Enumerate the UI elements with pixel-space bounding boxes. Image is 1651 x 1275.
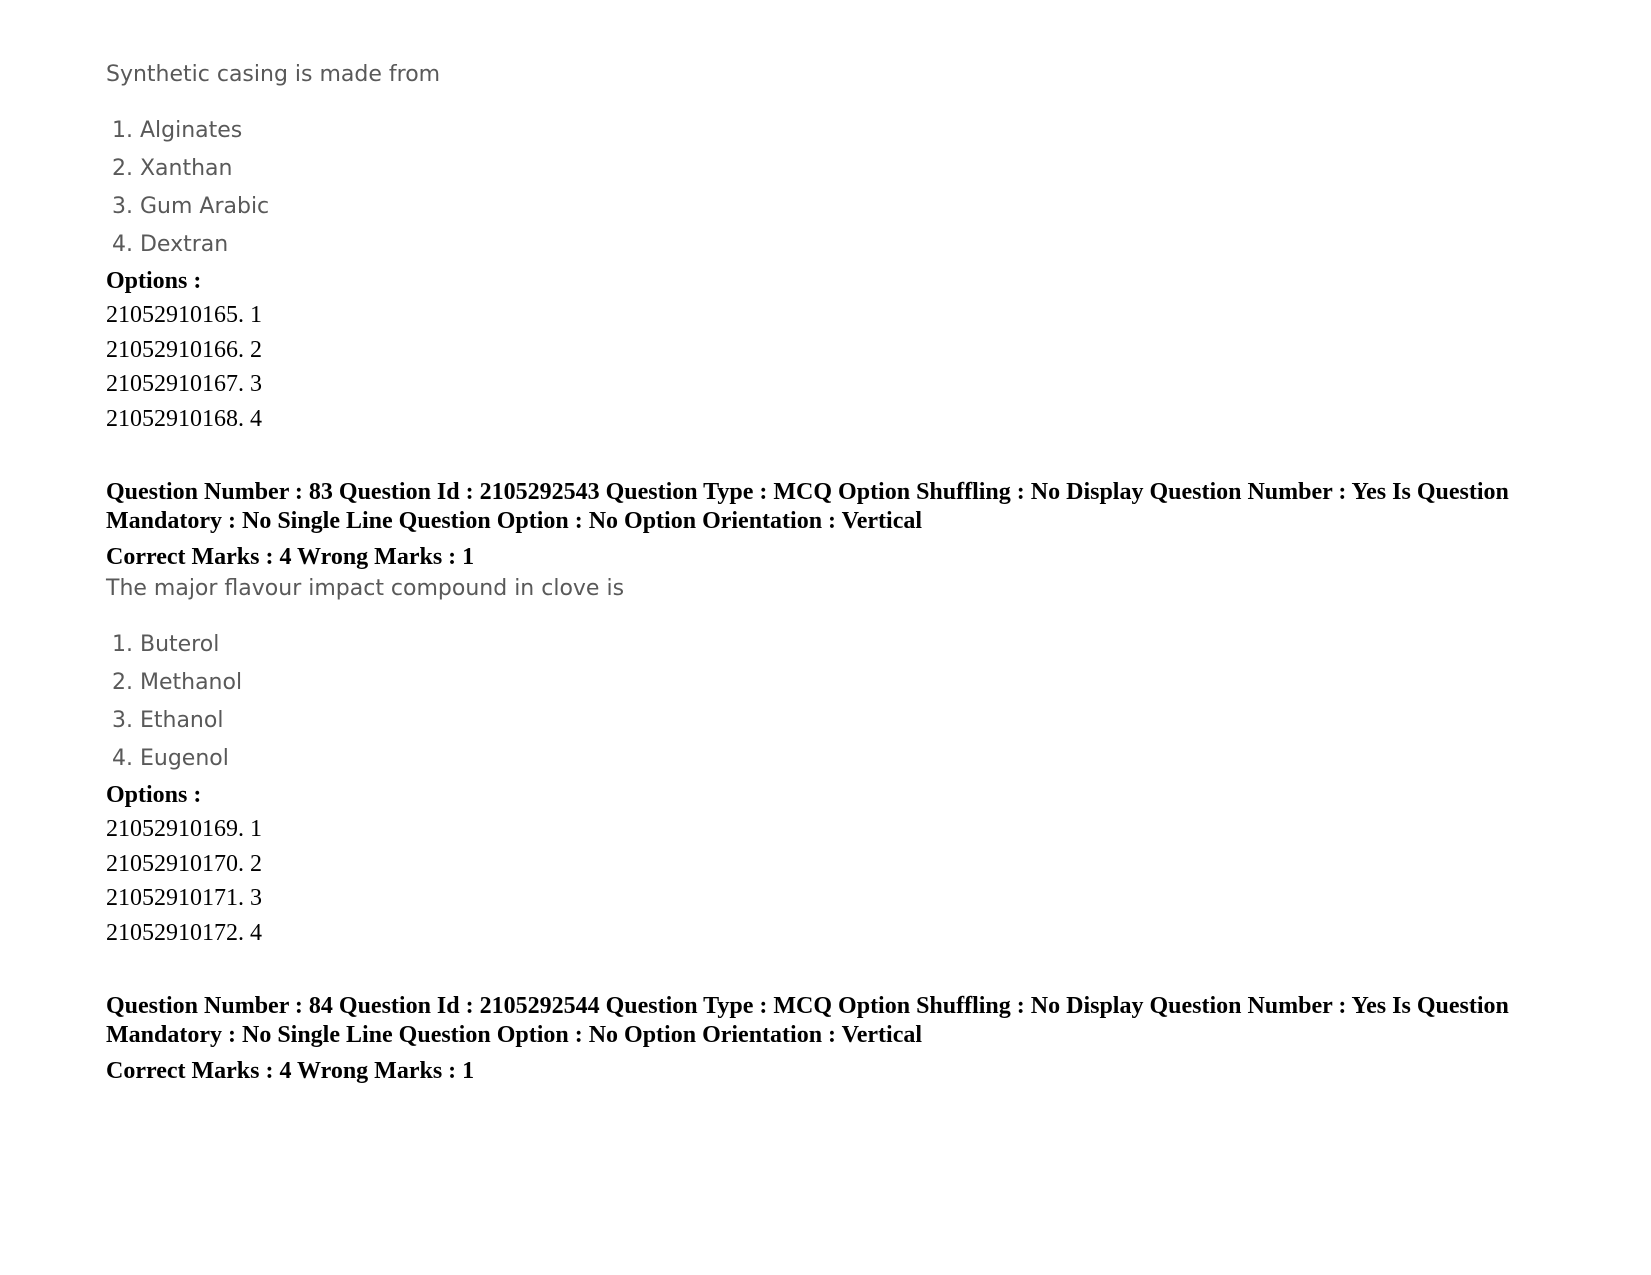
answer-choice: 3. Gum Arabic — [112, 194, 270, 219]
option-id: 21052910165. 1 — [106, 302, 262, 328]
answer-choice: 3. Ethanol — [112, 708, 224, 733]
option-id: 21052910167. 3 — [106, 371, 262, 397]
answer-choice: 2. Xanthan — [112, 156, 233, 181]
option-id: 21052910168. 4 — [106, 405, 262, 432]
option-id: 21052910169. 1 — [106, 816, 262, 842]
question-text: Synthetic casing is made from — [106, 62, 441, 87]
option-id: 21052910170. 2 — [106, 850, 262, 877]
option-ids — [106, 812, 1546, 950]
answer-choice: 1. Alginates — [112, 118, 243, 143]
option-id: 21052910172. 4 — [106, 919, 262, 946]
option-id: 21052910171. 3 — [106, 885, 262, 911]
option-id: 21052910166. 2 — [106, 336, 262, 363]
question-meta: Question Number : 84 Question Id : 2105292544 Question Type : MCQ Option Shuffling : No Display Question Number : Yes Is Question Mandatory : No Single Line Question Option : No Option Orientation : Vertical — [106, 993, 1509, 1048]
option-ids — [106, 298, 1546, 436]
options-label: Options : — [106, 782, 202, 808]
question-text: The major flavour impact compound in clove is — [106, 576, 625, 601]
options-label: Options : — [106, 268, 202, 294]
question-marks: Correct Marks : 4 Wrong Marks : 1 — [106, 1058, 475, 1084]
question-meta: Question Number : 83 Question Id : 2105292543 Question Type : MCQ Option Shuffling : No Display Question Number : Yes Is Question Mandatory : No Single Line Question Option : No Option Orientation : Vertical — [106, 479, 1509, 534]
question-84 — [106, 992, 1546, 1088]
answer-choices — [106, 626, 1546, 778]
exam-page — [106, 60, 1546, 1088]
answer-choice: 4. Dextran — [112, 232, 229, 257]
question-marks: Correct Marks : 4 Wrong Marks : 1 — [106, 544, 475, 570]
answer-choices — [106, 112, 1546, 264]
question-82 — [106, 60, 1546, 436]
answer-choice: 1. Buterol — [112, 632, 220, 657]
question-83 — [106, 478, 1546, 950]
answer-choice: 2. Methanol — [112, 670, 243, 695]
answer-choice: 4. Eugenol — [112, 746, 229, 771]
